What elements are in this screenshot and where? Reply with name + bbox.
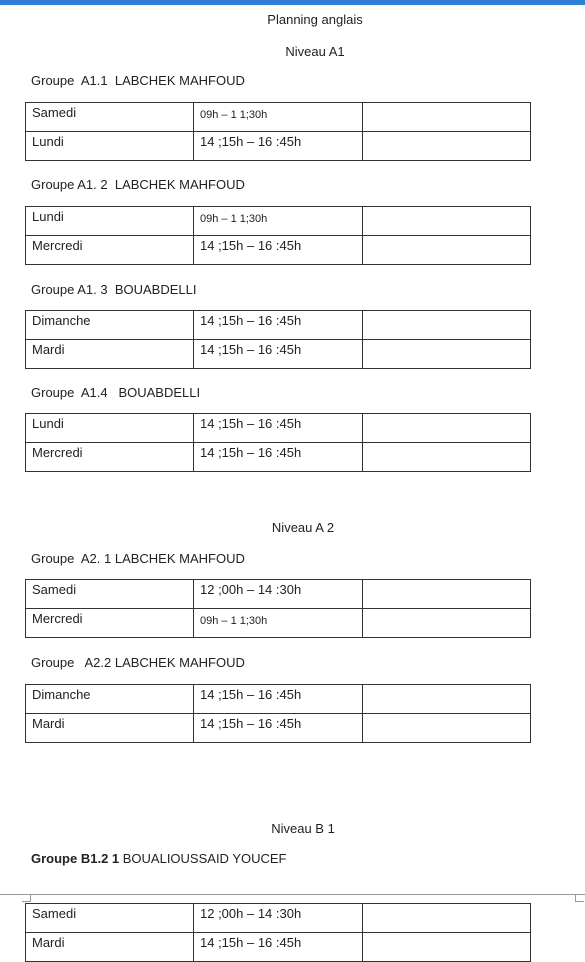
- table-row: [26, 311, 531, 340]
- table-row: [26, 132, 531, 161]
- schedule-table-a2-2: [25, 684, 531, 743]
- day-cell: Lundi: [26, 207, 194, 236]
- empty-cell: [363, 414, 531, 443]
- day-cell: Mardi: [26, 714, 194, 743]
- time-cell: 09h – 1 1;30h: [194, 609, 363, 638]
- table-row: [26, 933, 531, 962]
- day-cell: Mardi: [26, 933, 194, 962]
- group-label-a1-1: Groupe A1.1 LABCHEK MAHFOUD: [31, 73, 245, 88]
- group-label-a1-3: Groupe A1. 3 BOUABDELLI: [31, 282, 197, 297]
- table-row: [26, 580, 531, 609]
- day-cell: Mercredi: [26, 236, 194, 265]
- time-cell: 09h – 1 1;30h: [194, 103, 363, 132]
- day-cell: Lundi: [26, 132, 194, 161]
- page-corner-mark: [575, 895, 584, 902]
- time-cell: 14 ;15h – 16 :45h: [194, 933, 363, 962]
- time-cell: 14 ;15h – 16 :45h: [194, 714, 363, 743]
- empty-cell: [363, 580, 531, 609]
- group-label-a2-1: Groupe A2. 1 LABCHEK MAHFOUD: [31, 551, 245, 566]
- table-row: [26, 904, 531, 933]
- time-cell: 09h – 1 1;30h: [194, 207, 363, 236]
- schedule-table-a1-1: [25, 102, 531, 161]
- page-break-line: [0, 894, 585, 895]
- page-title: Planning anglais: [267, 12, 363, 27]
- level-heading-a1: Niveau A1: [285, 44, 345, 59]
- level-heading-b1: Niveau B 1: [271, 821, 335, 836]
- empty-cell: [363, 714, 531, 743]
- group-label-a2-2: Groupe A2.2 LABCHEK MAHFOUD: [31, 655, 245, 670]
- schedule-table-a1-4: [25, 413, 531, 472]
- table-row: [26, 414, 531, 443]
- day-cell: Lundi: [26, 414, 194, 443]
- empty-cell: [363, 207, 531, 236]
- time-cell: 12 ;00h – 14 :30h: [194, 904, 363, 933]
- table-row: [26, 236, 531, 265]
- table-row: [26, 609, 531, 638]
- group-label-b1-2-teacher: BOUALIOUSSAID YOUCEF: [122, 851, 287, 866]
- day-cell: Samedi: [26, 904, 194, 933]
- day-cell: Samedi: [26, 580, 194, 609]
- time-cell: 14 ;15h – 16 :45h: [194, 311, 363, 340]
- page-corner-mark: [22, 895, 31, 902]
- empty-cell: [363, 443, 531, 472]
- group-label-a1-4: Groupe A1.4 BOUABDELLI: [31, 385, 201, 400]
- table-row: [26, 103, 531, 132]
- level-heading-a2: Niveau A 2: [271, 520, 335, 535]
- day-cell: Dimanche: [26, 685, 194, 714]
- empty-cell: [363, 311, 531, 340]
- schedule-table-a2-1: [25, 579, 531, 638]
- day-cell: Samedi: [26, 103, 194, 132]
- table-row: [26, 340, 531, 369]
- schedule-table-a1-3: [25, 310, 531, 369]
- table-row: [26, 714, 531, 743]
- time-cell: 14 ;15h – 16 :45h: [194, 414, 363, 443]
- time-cell: 14 ;15h – 16 :45h: [194, 132, 363, 161]
- time-cell: 14 ;15h – 16 :45h: [194, 685, 363, 714]
- table-row: [26, 443, 531, 472]
- day-cell: Mercredi: [26, 443, 194, 472]
- day-cell: Mardi: [26, 340, 194, 369]
- window-top-bar: [0, 0, 585, 5]
- group-label-b1-2-code: Groupe B1.2 1: [31, 851, 123, 866]
- empty-cell: [363, 236, 531, 265]
- group-label-b1-2: [31, 851, 287, 866]
- empty-cell: [363, 933, 531, 962]
- empty-cell: [363, 904, 531, 933]
- table-row: [26, 685, 531, 714]
- empty-cell: [363, 132, 531, 161]
- empty-cell: [363, 685, 531, 714]
- empty-cell: [363, 609, 531, 638]
- empty-cell: [363, 103, 531, 132]
- schedule-table-b1-2: [25, 903, 531, 962]
- time-cell: 14 ;15h – 16 :45h: [194, 340, 363, 369]
- day-cell: Mercredi: [26, 609, 194, 638]
- table-row: [26, 207, 531, 236]
- time-cell: 14 ;15h – 16 :45h: [194, 443, 363, 472]
- schedule-table-a1-2: [25, 206, 531, 265]
- day-cell: Dimanche: [26, 311, 194, 340]
- group-label-a1-2: Groupe A1. 2 LABCHEK MAHFOUD: [31, 177, 245, 192]
- empty-cell: [363, 340, 531, 369]
- time-cell: 14 ;15h – 16 :45h: [194, 236, 363, 265]
- time-cell: 12 ;00h – 14 :30h: [194, 580, 363, 609]
